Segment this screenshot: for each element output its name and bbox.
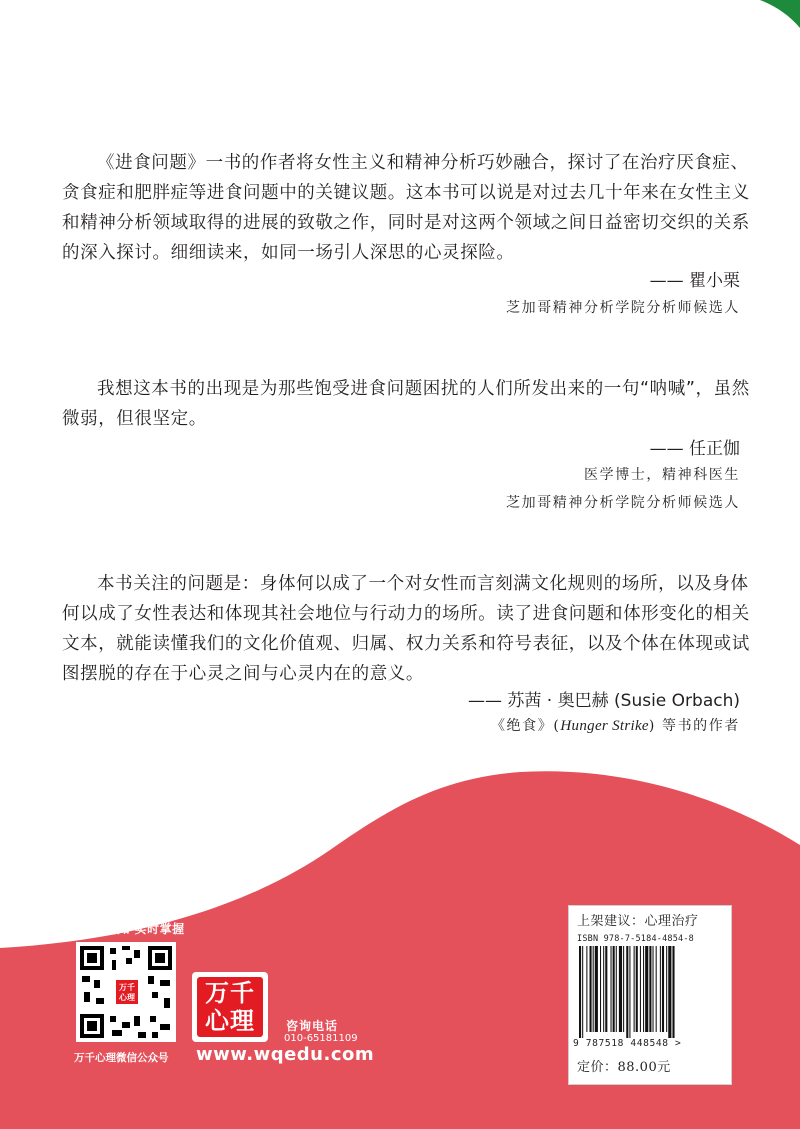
price-label: 定价：88.00元 [577,1060,671,1075]
endorsement-text-2: 我想这本书的出现是为那些饱受进食问题困扰的人们所发出来的一句“呐喊”，虽然微弱，但很坚定。 [62,379,750,429]
barcode-bar [611,946,612,1032]
qr-badge-text-bottom: 心理 [119,993,135,1002]
barcode-bar [582,946,583,1038]
qr-caption: 新书新知 实时掌握 [80,922,185,936]
barcode-bar [579,946,581,1038]
book-title-italic: Hunger Strike [560,718,649,734]
qr-label: 万千心理微信公众号 [74,1052,169,1064]
barcode-bar [660,946,661,1032]
barcode-bar [666,946,667,1032]
endorsement-role-3 [491,715,740,735]
barcode-bar [645,946,648,1032]
endorsement-role-2a: 医学博士，精神科医生 [584,467,740,483]
website-link[interactable]: www.wqedu.com [196,1044,375,1065]
barcode-bar [668,946,671,1038]
barcode-bar [636,946,638,1032]
logo-line-2: 心理 [205,1007,255,1035]
shelf-suggestion: 上架建议：心理治疗 [577,914,699,929]
barcode-bar [616,946,617,1032]
ean-digits: 9 787518 448548 > [573,1038,682,1049]
logo-line-1: 万千 [205,979,255,1007]
endorsement-author-1: —— 瞿小栗 [649,271,740,291]
barcode-bar [590,946,592,1032]
barcode-bar [619,946,622,1032]
barcode-bar [662,946,664,1032]
barcode-bar [613,946,615,1032]
barcode-bar [595,946,598,1032]
role-prefix: 《绝食》( [490,718,561,734]
isbn-text: ISBN 978-7-5184-4854-8 [577,934,694,944]
endorsement-role-2b: 芝加哥精神分析学院分析师候选人 [506,495,740,511]
publisher-logo [192,972,268,1042]
barcode [579,946,721,1038]
barcode-bar [672,946,674,1038]
barcode-bar [603,946,604,1032]
barcode-bar [653,946,654,1032]
barcode-bar [605,946,607,1032]
endorsement-author-3: —— 苏茜 · 奥巴赫 (Susie Orbach) [468,691,740,711]
endorsement-author-2: —— 任正伽 [649,439,740,459]
barcode-bar [634,946,635,1032]
qr-badge-text-top: 万千 [119,983,135,992]
role-suffix: ) 等书的作者 [648,718,740,734]
qr-code[interactable] [76,942,176,1042]
barcode-bar [640,946,641,1032]
barcode-bar [643,946,644,1032]
endorsement-text-1: 《进食问题》一书的作者将女性主义和精神分析巧妙融合，探讨了在治疗厌食症、贪食症和肥胖症等进食问题中的关键议题。这本书可以说是对过去几十年来在女性主义和精神分析领域取得的进展的致敬之作，同时是对这两个领域之间日益密切交织的关系的深入探讨。细细读来，如同一场引人深思的心灵探险。 [62,153,750,263]
endorsement-role-1: 芝加哥精神分析学院分析师候选人 [506,300,740,316]
barcode-bar [649,946,651,1032]
contact-phone: 010-65181109 [284,1033,358,1044]
barcode-bar [629,946,630,1038]
barcode-bar [600,946,601,1032]
contact-label: 咨询电话 [286,1019,339,1033]
barcode-bar [626,946,628,1038]
barcode-panel [568,905,732,1085]
barcode-bar [623,946,624,1032]
endorsement-text-3: 本书关注的问题是：身体何以成了一个对女性而言刻满文化规则的场所，以及身体何以成了女性表达和体现其社会地位与行动力的场所。读了进食问题和体形变化的相关文本，就能读懂我们的文化价值观、归属、权力关系和符号表征，以及个体在体现或试图摆脱的存在于心灵之间与心灵内在的意义。 [62,574,750,684]
barcode-bar [656,946,657,1032]
barcode-bar [586,946,587,1032]
barcode-bar [593,946,594,1032]
